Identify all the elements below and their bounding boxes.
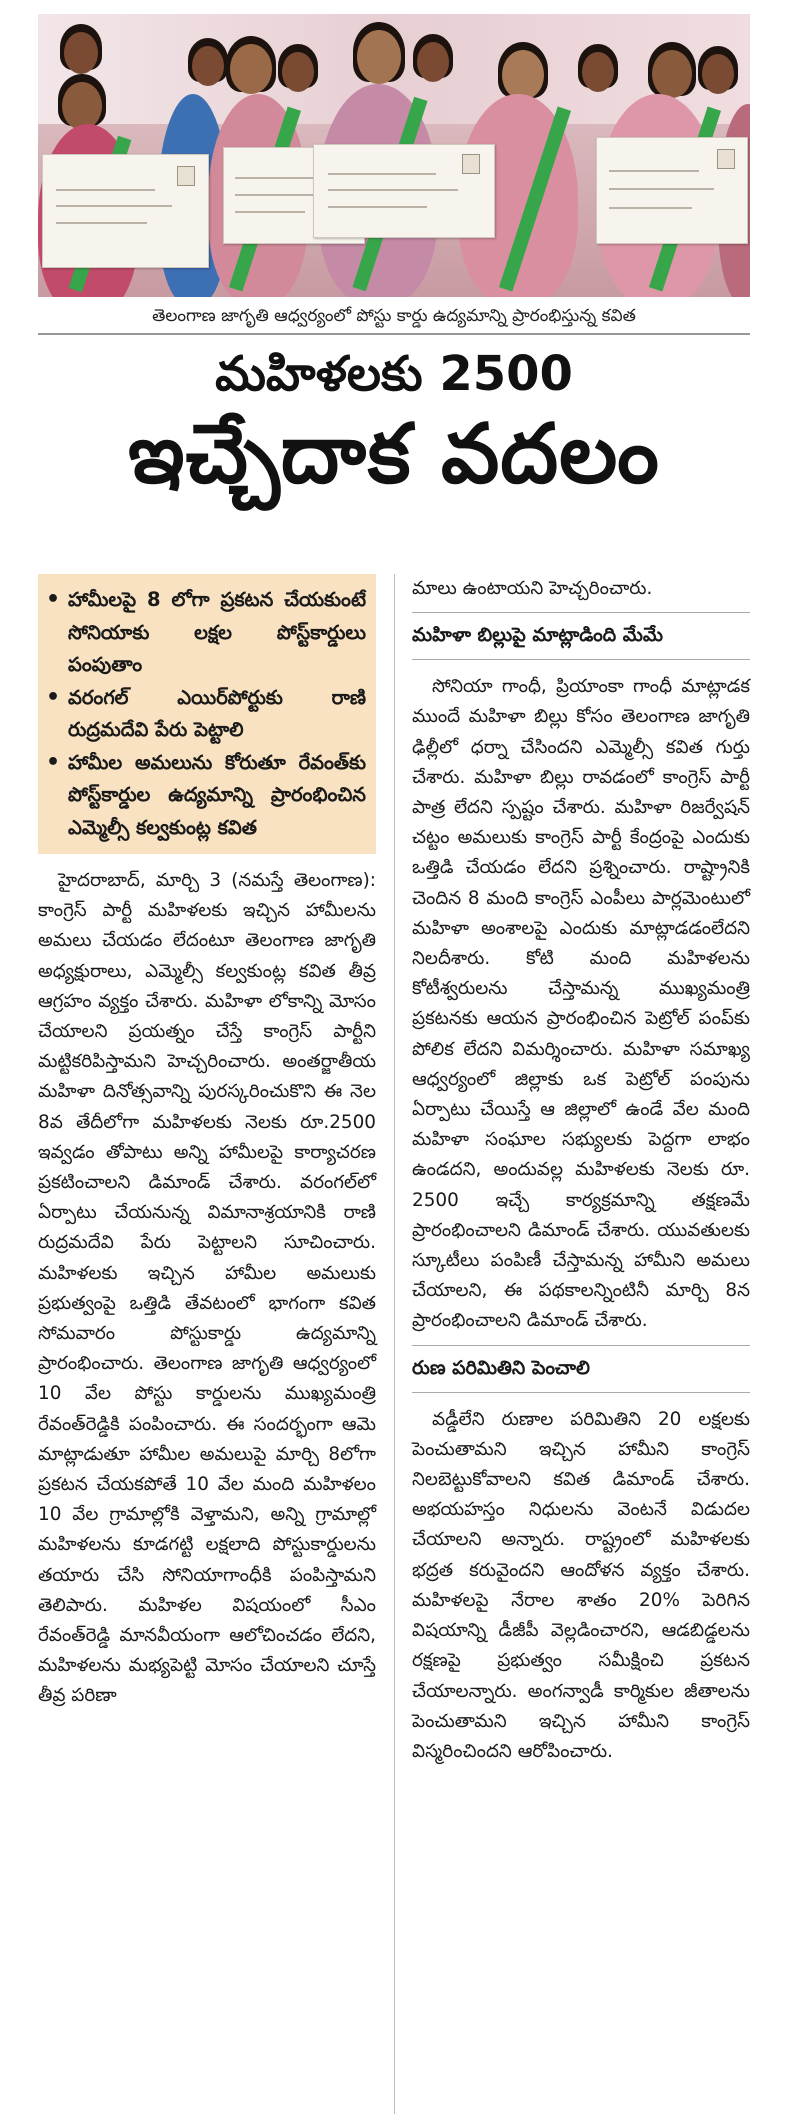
highlight-item: • వరంగల్ ఎయిర్‌పోర్టుకు రాణి రుద్రమదేవి పేరు పెట్టాలి: [46, 682, 366, 747]
body-paragraph-right-1: సోనియా గాంధీ, ప్రియాంకా గాంధీ మాట్లాడక ముందే మహిళా బిల్లు కోసం తెలంగాణ జాగృతి ఢిల్లీలో ధర్నా చేసిందని ఎమ్మెల్సీ కవిత గుర్తు చేశారు. మహిళా బిల్లు రావడంలో కాంగ్రెస్ పార్టీ పాత్ర లేదని స్పష్టం చేశారు. మహిళా రిజర్వేషన్ చట్టం అమలుకు కాంగ్రెస్ పార్టీ కేంద్రంపై ఎందుకు ఒత్తిడి చేయడం లేదని ప్రశ్నించారు. రాష్ట్రానికి చెందిన 8 మంది కాంగ్రెస్ ఎంపీలు పార్లమెంటులో మహిళా అంశాలపై ఎందుకు మాట్లాడడంలేదని నిలదీశారు. కోటి మంది మహిళలను కోటీశ్వరులను చేస్తామన్న ముఖ్యమంత్రి ప్రకటనకు ఆయన ప్రారంభించిన పెట్రోల్ పంప్‌కు పోలిక లేదని విమర్శించారు. మహిళా సమాఖ్య ఆధ్వర్యంలో జిల్లాకు ఒక పెట్రోల్ పంపును ఏర్పాటు చేయిస్తే ఆ జిల్లాలో ఉండే వేల మంది మహిళా సంఘాల సభ్యులకు పెద్దగా లాభం ఉండదని, అందువల్ల మహిళలకు నెలకు రూ. 2500 ఇచ్చే కార్యక్రమాన్ని తక్షణమే ప్రారంభించాలని డిమాండ్ చేశారు. యువతులకు స్కూటీలు పంపిణీ చేస్తామన్న హామీని అమలు చేయాలని, ఈ పథకాలన్నింటినీ మార్చి 8న ప్రారంభించాలని డిమాండ్ చేశారు.: [412, 676, 750, 1332]
body-paragraph-left: హైదరాబాద్, మార్చి 3 (నమస్తే తెలంగాణ): కాంగ్రెస్ పార్టీ మహిళలకు ఇచ్చిన హామీలను అమలు చేయడం లేదంటూ తెలంగాణ జాగృతి అధ్యక్షురాలు, ఎమ్మెల్సీ కల్వకుంట్ల కవిత తీవ్ర ఆగ్రహం వ్యక్తం చేశారు. మహిళా లోకాన్ని మోసం చేయాలని ప్రయత్నం చేస్తే కాంగ్రెస్ పార్టీని మట్టికరిపిస్తామని హెచ్చరించారు. అంతర్జాతీయ మహిళా దినోత్సవాన్ని పురస్కరించుకొని ఈ నెల 8వ తేదీలోగా మహిళలకు నెలకు రూ.2500 ఇవ్వడం తోపాటు అన్ని హామీలపై కార్యాచరణ ప్రకటించాలని డిమాండ్ చేశారు. వరంగల్‌లో ఏర్పాటు చేయనున్న విమానాశ్రయానికి రాణి రుద్రమదేవి పేరు పెట్టాలని సూచించారు. మహిళలకు ఇచ్చిన హామీల అమలుకు ప్రభుత్వంపై ఒత్తిడి తేవటంలో భాగంగా కవిత సోమవారం పోస్టుకార్డు ఉద్యమాన్ని ప్రారంభించారు. తెలంగాణ జాగృతి ఆధ్వర్యంలో 10 వేల పోస్టు కార్డులను ముఖ్యమంత్రి రేవంత్‌రెడ్డికి పంపించారు. ఈ సందర్భంగా ఆమె మాట్లాడుతూ హామీల అమలుపై మార్చి 8లోగా ప్రకటన చేయకపోతే 10 వేల మంది మహిళలం 10 వేల గ్రామాల్లోకి వెళ్తామని, అన్ని గ్రామాల్లో మహిళలను కూడగట్టి లక్షలాది పోస్టుకార్డులను తయారు చేసి సోనియాగాంధీకి పంపిస్తామని తెలిపారు. మహిళల విషయంలో సీఎం రేవంత్‌రెడ్డి మానవీయంగా ఆలోచించడం లేదని, మహిళలను మభ్యపెట్టి మోసం చేయాలని చూస్తే తీవ్ర పరిణా: [38, 870, 376, 1707]
bullet-icon: •: [46, 587, 61, 612]
subheading-2: రుణ పరిమితిని పెంచాలి: [412, 1345, 750, 1393]
news-article: [38, 14, 750, 1762]
subheading-1: మహిళా బిల్లుపై మాట్లాడింది మేమే: [412, 612, 750, 660]
column-divider: [394, 574, 395, 2114]
body-paragraph-right-2: వడ్డీలేని రుణాల పరిమితిని 20 లక్షలకు పెంచుతామని ఇచ్చిన హామీని కాంగ్రెస్ నిలబెట్టుకోవాలని కవిత డిమాండ్ చేశారు. అభయహస్తం నిధులను వెంటనే విడుదల చేయాలని అన్నారు. రాష్ట్రంలో మహిళలకు భద్రత కరువైందని ఆందోళన వ్యక్తం చేశారు. మహిళలపై నేరాల శాతం 20% పెరిగిన విషయాన్ని డీజీపీ వెల్లడించారని, ఆడబిడ్డలను రక్షణపై ప్రభుత్వం సమీక్షించి ప్రకటన చేయాలన్నారు. అంగన్వాడీ కార్మికుల జీతాలను పెంచుతామని ఇచ్చిన హామీని కాంగ్రెస్ విస్మరించిందని ఆరోపించారు.: [412, 1408, 750, 1762]
bullet-icon: •: [46, 749, 61, 775]
article-columns: [38, 574, 750, 2114]
headline-line-1: మహిళలకు 2500: [215, 346, 573, 402]
highlights-box: [38, 574, 376, 854]
highlight-item: • హామీల అమలును కోరుతూ రేవంత్‌కు పోస్ట్‌కార్డుల ఉద్యమాన్ని ప్రారంభించిన ఎమ్మెల్సీ కల్వకుంట్ల కవిత: [46, 747, 366, 845]
photo-caption: తెలంగాణ జాగృతి ఆధ్వర్యంలో పోస్టు కార్డు ఉద్యమాన్ని ప్రారంభిస్తున్న కవిత: [38, 297, 750, 335]
headline-line-2: ఇచ్చేదాక వదలం: [128, 407, 660, 502]
article-photo: [38, 14, 750, 297]
highlight-item: • హామీలపై 8 లోగా ప్రకటన చేయకుంటే సోనియాకు లక్షల పోస్ట్‌కార్డులు పంపుతాం: [46, 584, 366, 682]
bullet-icon: •: [46, 684, 61, 710]
right-column: [412, 574, 750, 1767]
body-continuation: మాలు ఉంటాయని హెచ్చరించారు.: [412, 578, 653, 599]
left-column: [38, 574, 376, 1712]
